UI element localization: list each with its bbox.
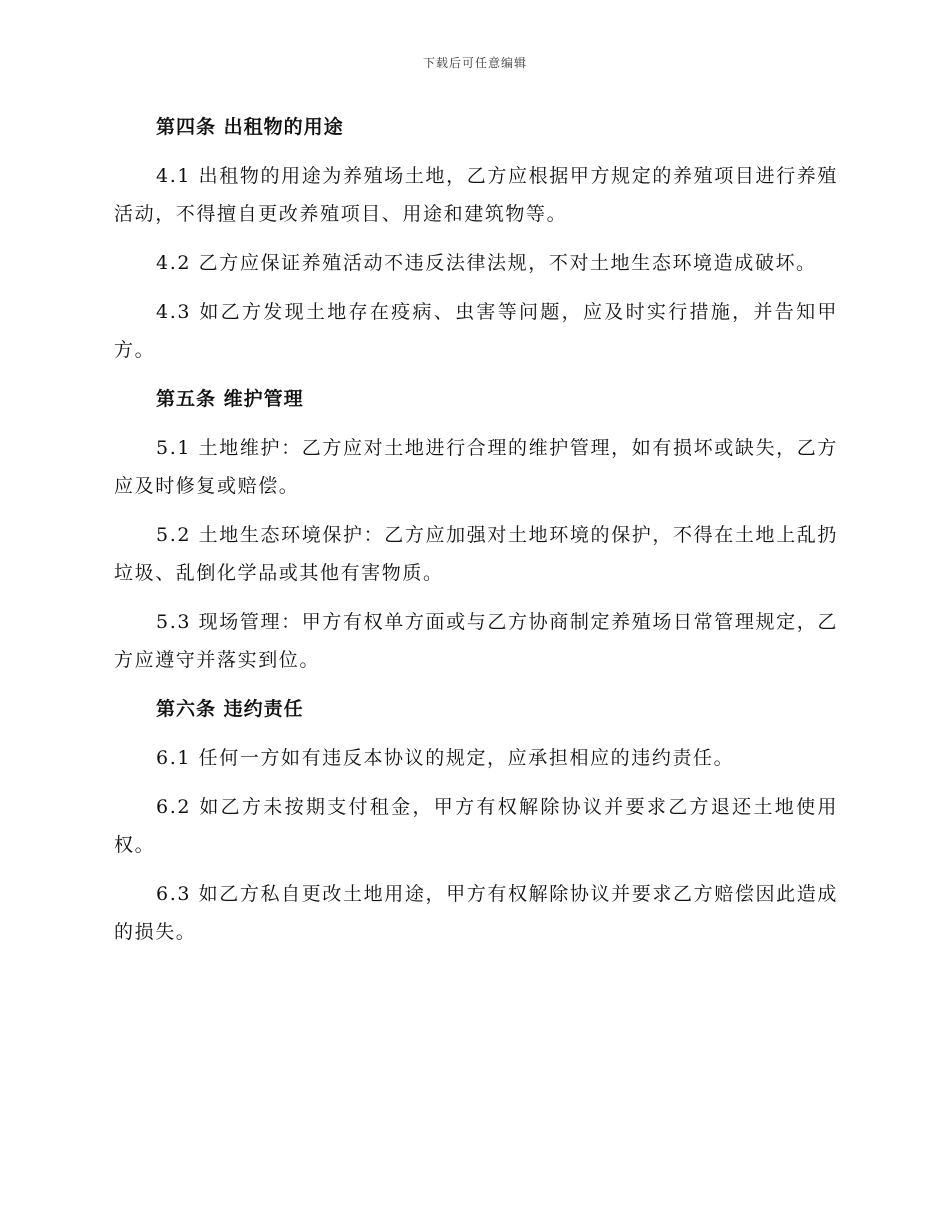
clause-4-2: 4.2 乙方应保证养殖活动不违反法律法规，不对土地生态环境造成破坏。 [156,252,817,274]
clause-5-1: 5.1 土地维护：乙方应对土地进行合理的维护管理，如有损坏或缺失，乙方应及时修复或赔偿。 [114,437,838,497]
section-heading-article-5: 第五条 维护管理 [156,388,304,410]
document-body [114,108,838,962]
clause-6-2: 6.2 如乙方未按期支付租金，甲方有权解除协议并要求乙方退还土地使用权。 [114,796,838,856]
section-heading-article-6: 第六条 违约责任 [156,698,304,720]
section-heading-article-4: 第四条 出租物的用途 [156,116,344,138]
clause-5-2: 5.2 土地生态环境保护：乙方应加强对土地环境的保护，不得在土地上乱扔垃圾、乱倒化学品或其他有害物质。 [114,524,838,584]
page-header: 下载后可任意编辑 [422,56,527,70]
clause-6-3: 6.3 如乙方私自更改土地用途，甲方有权解除协议并要求乙方赔偿因此造成的损失。 [114,883,838,943]
clause-4-3: 4.3 如乙方发现土地存在疫病、虫害等问题，应及时实行措施，并告知甲方。 [114,301,838,361]
clause-5-3: 5.3 现场管理：甲方有权单方面或与乙方协商制定养殖场日常管理规定，乙方应遵守并落实到位。 [114,611,838,671]
clause-6-1: 6.1 任何一方如有违反本协议的规定，应承担相应的违约责任。 [156,747,735,769]
clause-4-1: 4.1 出租物的用途为养殖场土地，乙方应根据甲方规定的养殖项目进行养殖活动，不得擅自更改养殖项目、用途和建筑物等。 [114,165,838,225]
